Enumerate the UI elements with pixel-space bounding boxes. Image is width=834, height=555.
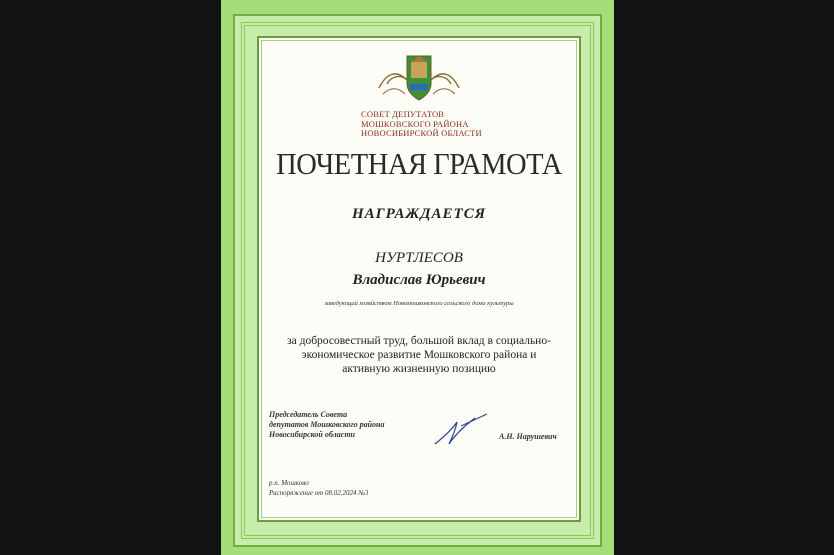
coat-of-arms-emblem	[377, 50, 461, 108]
organization-name	[361, 110, 521, 139]
recipient-surname: НУРТЛЕСОВ	[375, 250, 463, 266]
certificate-paper	[257, 36, 581, 522]
org-line-2: МОШКОВСКОГО РАЙОНА	[361, 118, 469, 129]
award-reason: за добросовестный труд, большой вклад в социально-экономическое развитие Мошковского района и активную жизненную позицию	[287, 335, 551, 375]
awarded-heading: НАГРАЖДАЕТСЯ	[351, 206, 487, 222]
signer-name: А.Н. Нарушевич	[499, 432, 557, 441]
signer-title-line-2: депутатов Мошковского района	[269, 420, 385, 429]
signer-title-line-1: Председатель Совета	[269, 410, 348, 419]
org-line-1: СОВЕТ ДЕПУТАТОВ	[361, 109, 445, 119]
certificate	[221, 0, 614, 555]
document-footer	[269, 478, 368, 498]
signer-title-line-3: Новосибирской области	[269, 430, 356, 439]
handwritten-signature	[431, 410, 491, 450]
recipient-position: заведующий хозяйством Новомошковского сельского дома культуры	[324, 300, 514, 307]
certificate-title: ПОЧЕТНАЯ ГРАМОТА	[276, 146, 562, 181]
order-text: Распоряжение от 08.02.2024 №3	[269, 489, 369, 497]
place-text: р.п. Мошково	[269, 479, 309, 487]
recipient-given-names: Владислав Юрьевич	[352, 272, 486, 288]
signer-title	[269, 410, 384, 440]
org-line-3: НОВОСИБИРСКОЙ ОБЛАСТИ	[361, 128, 482, 138]
